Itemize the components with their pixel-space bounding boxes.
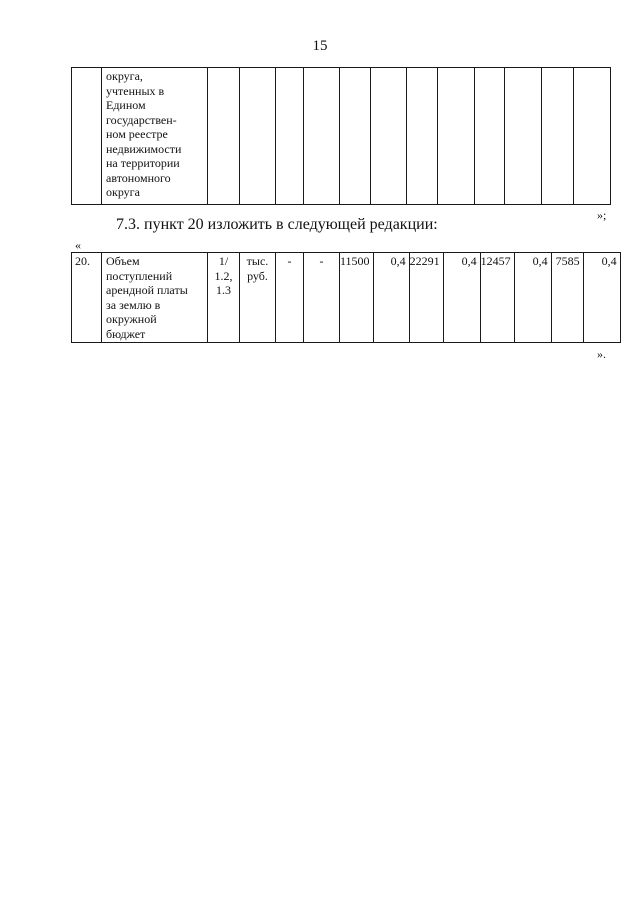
description-line: за землю в [106, 297, 161, 312]
opening-quote-mark: « [75, 238, 81, 252]
share-cell: 0,4 [514, 253, 551, 343]
empty-cell [407, 68, 438, 205]
empty-cell [208, 68, 240, 205]
unit-line: руб. [247, 268, 268, 283]
description-line: поступлений [106, 268, 173, 283]
indicator-description-cell [102, 68, 208, 205]
dash-cell: - [276, 253, 304, 343]
continuation-table [71, 67, 611, 205]
description-line: окружной [106, 312, 157, 326]
description-line: учтенных в [106, 83, 165, 98]
empty-cell [371, 68, 407, 205]
value-cell: 7585 [551, 253, 583, 343]
empty-cell [340, 68, 371, 205]
dash-cell: - [304, 253, 340, 343]
indicator-description-cell [102, 253, 208, 343]
value-cell: 12457 [480, 253, 514, 343]
empty-cell [505, 68, 542, 205]
section-heading: 7.3. пункт 20 изложить в следующей редакции: [116, 216, 438, 233]
description-line: недвижимости [106, 141, 182, 156]
continuation-row [72, 68, 611, 205]
description-line: арендной платы [106, 283, 188, 297]
empty-cell [475, 68, 505, 205]
description-line: Объем [106, 254, 140, 268]
value-cell: 22291 [409, 253, 443, 343]
closing-quote-mark: ». [597, 347, 606, 361]
table-row [72, 253, 621, 343]
share-cell: 0,4 [373, 253, 409, 343]
value-cell: 11500 [340, 253, 374, 343]
description-line: автономного [106, 170, 171, 185]
description-line: на территории [106, 156, 180, 170]
reference-cell [208, 253, 240, 343]
description-line: государствен- [106, 112, 177, 127]
reference-line: 1/ [218, 254, 229, 268]
page-number: 15 [312, 38, 328, 54]
description-line: бюджет [106, 326, 146, 341]
row-number-cell: 20. [72, 253, 102, 343]
empty-cell [276, 68, 304, 205]
row-number-cell [72, 68, 102, 205]
empty-cell [304, 68, 340, 205]
empty-cell [438, 68, 475, 205]
item-20-table [71, 252, 621, 343]
share-cell: 0,4 [583, 253, 620, 343]
description-line: округа, [106, 69, 143, 83]
description-line: ном реестре [106, 127, 168, 141]
empty-cell [240, 68, 276, 205]
reference-line: 1.3 [216, 283, 231, 297]
description-line: округа [106, 185, 140, 199]
unit-cell [240, 253, 276, 343]
empty-cell [542, 68, 574, 205]
reference-line: 1.2, [214, 268, 233, 283]
share-cell: 0,4 [443, 253, 480, 343]
empty-cell [574, 68, 611, 205]
closing-quote-mark: »; [597, 208, 607, 222]
unit-line: тыс. [246, 254, 269, 268]
description-line: Едином [106, 98, 146, 112]
